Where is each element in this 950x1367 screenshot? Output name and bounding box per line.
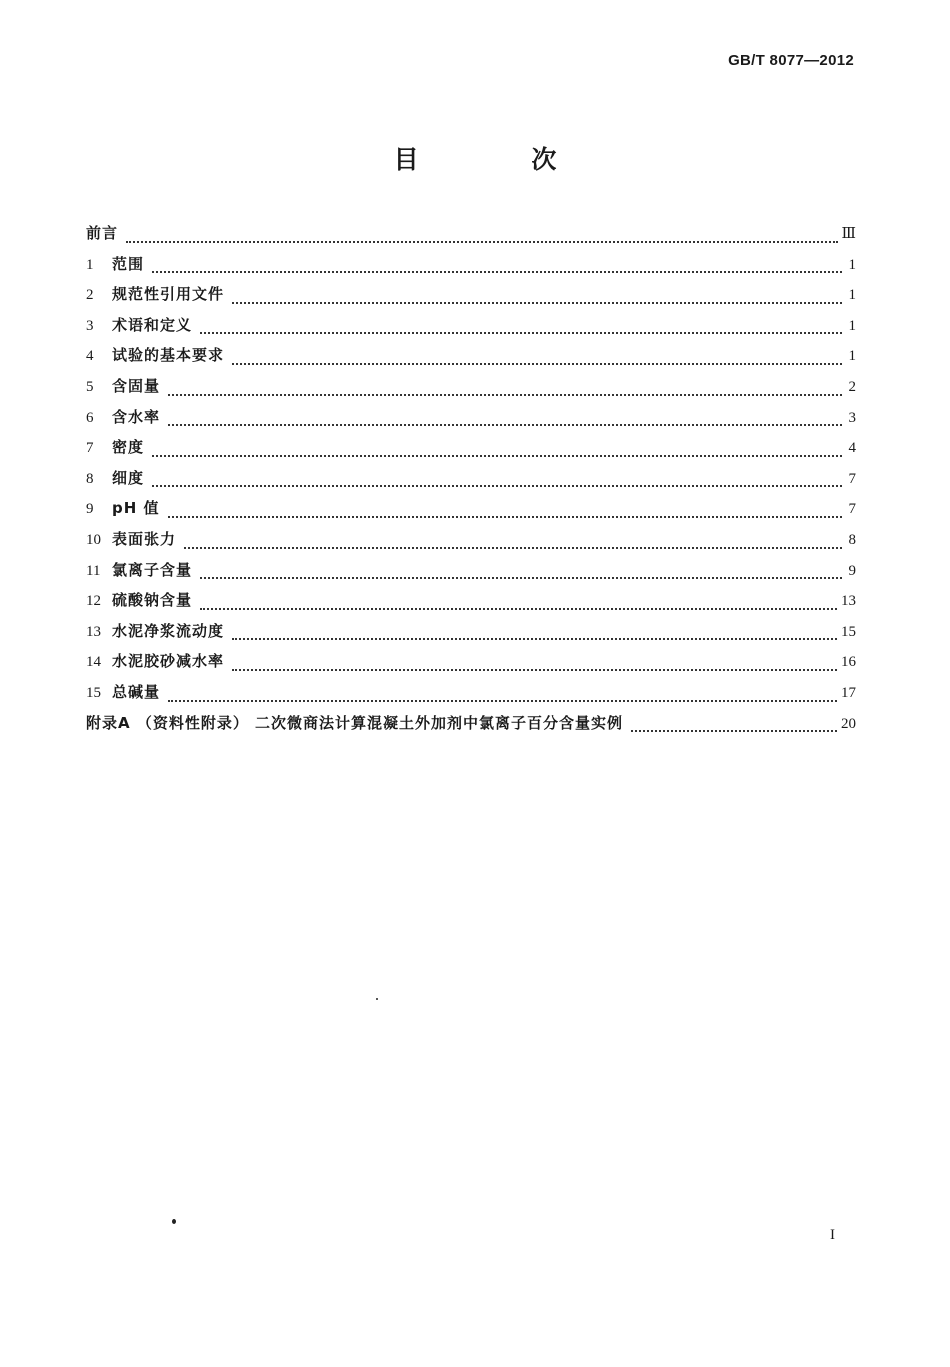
dot-leader (168, 424, 842, 426)
dot-leader (232, 669, 837, 671)
toc-entry[interactable] (86, 375, 856, 406)
toc-entry[interactable] (86, 406, 856, 437)
toc-entry-number: 5 (86, 378, 94, 395)
toc-entry-page: 3 (848, 409, 856, 426)
toc-entry-page: 17 (841, 684, 856, 701)
toc-entry-page: 8 (848, 531, 856, 548)
toc-entry[interactable] (86, 253, 856, 284)
toc-entry-label: 术语和定义 (112, 315, 193, 334)
scan-speck (376, 998, 378, 1000)
toc-entry[interactable] (86, 528, 856, 559)
toc-entry-number: 7 (86, 440, 94, 457)
toc-entry-label: 附录A （资料性附录） 二次微商法计算混凝土外加剂中氯离子百分含量实例 (86, 713, 624, 732)
toc-entry-label: 氯离子含量 (112, 560, 193, 579)
scan-speck (172, 1219, 176, 1224)
dot-leader (232, 302, 842, 304)
dot-leader (631, 730, 837, 732)
dot-leader (200, 608, 837, 610)
toc-entry-label: 前言 (86, 224, 119, 242)
toc-entry-page: 2 (848, 378, 856, 395)
toc-entry-label: 总碱量 (112, 682, 161, 701)
toc-entry[interactable] (86, 467, 856, 498)
table-of-contents (86, 222, 856, 742)
toc-entry-label: 范围 (112, 254, 145, 273)
toc-entry[interactable] (86, 559, 856, 590)
page-title: 目 次 (393, 145, 609, 174)
toc-entry-page: 9 (848, 562, 856, 579)
toc-entry-label: 密度 (112, 438, 145, 457)
toc-entry-number: 3 (86, 317, 94, 334)
dot-leader (232, 638, 837, 640)
toc-entry-page: 20 (841, 715, 856, 732)
dot-leader (168, 516, 842, 518)
toc-entry-label: 细度 (112, 468, 145, 487)
toc-entry-number: 9 (86, 501, 94, 518)
toc-entry-page: Ⅲ (841, 226, 856, 242)
toc-entry[interactable] (86, 497, 856, 528)
toc-entry-label: 含水率 (112, 407, 161, 426)
toc-entry[interactable] (86, 620, 856, 651)
toc-entry-label: pH 值 (112, 499, 160, 518)
toc-entry-number: 2 (86, 287, 94, 304)
toc-entry-label: 含固量 (112, 376, 161, 395)
toc-entry[interactable] (86, 344, 856, 375)
toc-entry-number: 13 (86, 623, 101, 640)
dot-leader (152, 485, 842, 487)
dot-leader (168, 394, 842, 396)
toc-entry[interactable] (86, 589, 856, 620)
toc-entry-label: 规范性引用文件 (112, 285, 225, 304)
toc-entry-page: 1 (848, 348, 856, 365)
toc-entry-number: 11 (86, 562, 101, 579)
toc-entry-appendix-a[interactable] (86, 712, 856, 743)
toc-entry-page: 7 (848, 470, 856, 487)
toc-entry-label: 试验的基本要求 (112, 346, 225, 365)
toc-entry[interactable] (86, 283, 856, 314)
dot-leader (126, 241, 838, 243)
toc-entry-number: 12 (86, 593, 101, 610)
dot-leader (232, 363, 842, 365)
toc-entry-label: 表面张力 (112, 529, 177, 548)
toc-entry-foreword[interactable] (86, 222, 856, 253)
toc-entry-label: 水泥净浆流动度 (112, 621, 225, 640)
toc-entry-page: 16 (841, 654, 856, 671)
toc-entry-number: 4 (86, 348, 94, 365)
toc-entry-page: 4 (848, 440, 856, 457)
toc-entry[interactable] (86, 314, 856, 345)
toc-entry[interactable] (86, 681, 856, 712)
toc-entry-page: 1 (848, 317, 856, 334)
toc-entry-page: 7 (848, 501, 856, 518)
toc-entry-page: 1 (848, 287, 856, 304)
dot-leader (184, 547, 842, 549)
dot-leader (168, 700, 837, 702)
toc-entry[interactable] (86, 436, 856, 467)
dot-leader (152, 271, 842, 273)
page-number: I (830, 1227, 835, 1243)
dot-leader (200, 577, 842, 579)
dot-leader (200, 332, 842, 334)
toc-entry-page: 13 (841, 593, 856, 610)
toc-entry-number: 6 (86, 409, 94, 426)
toc-entry-page: 1 (848, 256, 856, 273)
toc-entry-label: 硫酸钠含量 (112, 591, 193, 610)
toc-entry-page: 15 (841, 623, 856, 640)
toc-entry-number: 10 (86, 531, 101, 548)
dot-leader (152, 455, 842, 457)
standard-number: GB/T 8077—2012 (728, 52, 854, 69)
toc-entry-number: 14 (86, 654, 101, 671)
toc-entry-number: 8 (86, 470, 94, 487)
toc-entry-number: 15 (86, 684, 101, 701)
toc-entry-number: 1 (86, 256, 94, 273)
toc-entry[interactable] (86, 650, 856, 681)
toc-entry-label: 水泥胶砂减水率 (112, 652, 225, 671)
